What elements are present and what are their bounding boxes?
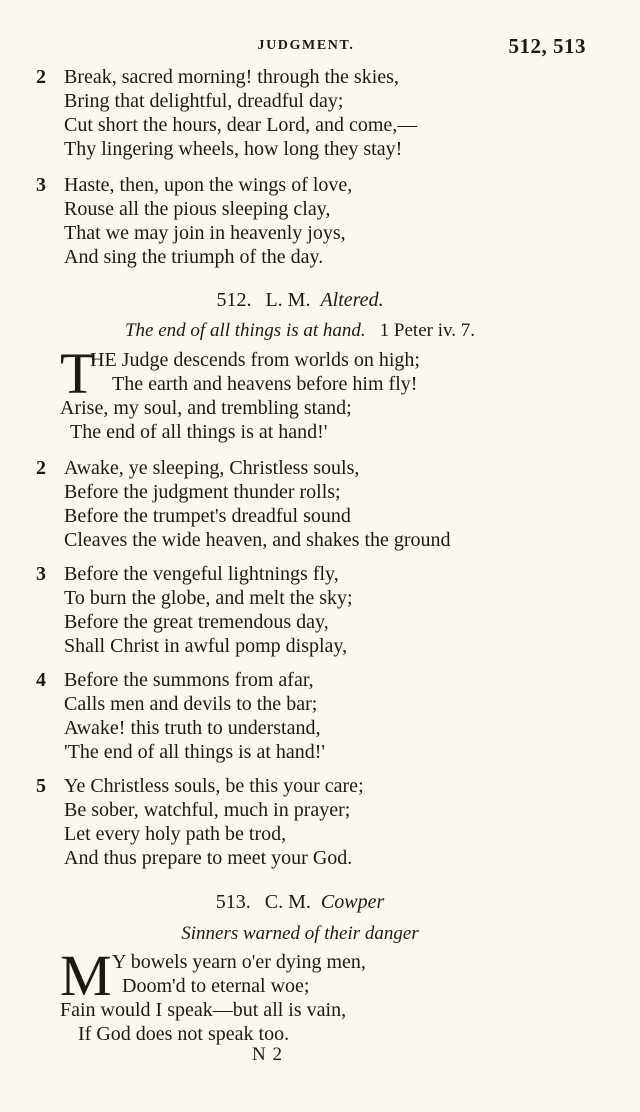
hymn-512-heading — [0, 288, 600, 312]
stanza-number: 4 — [36, 669, 46, 691]
hymn-512-stanza-5 — [36, 774, 596, 870]
hymn-theme: Sinners warned of their danger — [181, 923, 419, 944]
verse-line: If God does not speak too. — [78, 1023, 290, 1045]
verse-line: That we may join in heavenly joys, — [64, 222, 346, 244]
drop-cap: T — [60, 341, 96, 406]
verse-line: Before the judgment thunder rolls; — [64, 481, 341, 503]
signature-mark: N 2 — [252, 1044, 283, 1065]
verse-line: 3 Haste, then, upon the wings of love, — [36, 174, 353, 196]
hymn-513-heading — [0, 890, 600, 914]
running-head: JUDGMENT. — [257, 38, 355, 53]
verse-line: Thy lingering wheels, how long they stay! — [64, 138, 403, 160]
verse-line: Cleaves the wide heaven, and shakes the ground — [64, 529, 451, 551]
verse-line: 4 Before the summons from afar, — [36, 669, 314, 691]
stanza-number: 5 — [36, 775, 46, 797]
verse-line: Before the great tremendous day, — [64, 611, 329, 633]
verse-line: HE Judge descends from worlds on high; — [90, 349, 420, 371]
hymn-author: Cowper — [320, 891, 385, 913]
hymn-theme: The end of all things is at hand. — [124, 320, 366, 341]
hymn-512-stanza-1 — [60, 341, 620, 444]
stanza-number: 2 — [36, 457, 46, 479]
verse-line: Let every holy path be trod, — [64, 823, 287, 845]
stanza-511-3 — [36, 173, 596, 269]
verse-line: And sing the triumph of the day. — [64, 246, 324, 268]
page-numbers: 512, 513 — [508, 34, 586, 58]
hymn-512-stanza-3 — [36, 562, 596, 658]
stanza-number: 3 — [36, 174, 46, 196]
verse-line: Awake! this truth to understand, — [64, 717, 321, 739]
hymn-512-subtitle — [0, 319, 600, 343]
hymn-meter: L. M. — [265, 289, 311, 311]
hymn-number: 513. — [215, 891, 251, 913]
verse-line: Before the trumpet's dreadful sound — [64, 505, 351, 527]
verse-line: 3 Before the vengeful lightnings fly, — [36, 563, 339, 585]
stanza-number: 3 — [36, 563, 46, 585]
verse-line: 2 Break, sacred morning! through the skies, — [36, 66, 399, 88]
verse-line: Arise, my soul, and trembling stand; — [60, 397, 352, 419]
hymn-number: 512. — [216, 289, 252, 311]
hymn-512-stanza-4 — [36, 668, 596, 764]
verse-line: Y bowels yearn o'er dying men, — [112, 951, 366, 973]
verse-line: Rouse all the pious sleeping clay, — [64, 198, 331, 220]
drop-cap: M — [60, 943, 112, 1008]
verse-line: Calls men and devils to the bar; — [64, 693, 318, 715]
verse-line: 2 Awake, ye sleeping, Christless souls, — [36, 457, 360, 479]
verse-line: To burn the globe, and melt the sky; — [64, 587, 353, 609]
verse-line: Bring that delightful, dreadful day; — [64, 90, 344, 112]
verse-line: Fain would I speak—but all is vain, — [60, 999, 347, 1021]
scripture-reference: 1 Peter iv. 7. — [379, 320, 476, 341]
verse-line: The earth and heavens before him fly! — [112, 373, 418, 395]
verse-line: Cut short the hours, dear Lord, and come,— — [64, 114, 418, 136]
verse-line: And thus prepare to meet your God. — [64, 847, 353, 869]
hymn-author: Altered. — [320, 289, 384, 311]
verse-line: The end of all things is at hand!' — [70, 421, 328, 443]
verse-line: Doom'd to eternal woe; — [122, 975, 310, 997]
hymn-512-stanza-2 — [36, 456, 596, 552]
stanza-511-2 — [36, 65, 596, 161]
page-header — [0, 34, 640, 62]
verse-line: 'The end of all things is at hand!' — [64, 741, 326, 763]
hymn-513-stanza-1 — [60, 943, 620, 1046]
verse-line: Be sober, watchful, much in prayer; — [64, 799, 351, 821]
hymn-meter: C. M. — [264, 891, 311, 913]
verse-line: Shall Christ in awful pomp display, — [64, 635, 348, 657]
stanza-number: 2 — [36, 66, 46, 88]
verse-line: 5 Ye Christless souls, be this your care; — [36, 775, 364, 797]
